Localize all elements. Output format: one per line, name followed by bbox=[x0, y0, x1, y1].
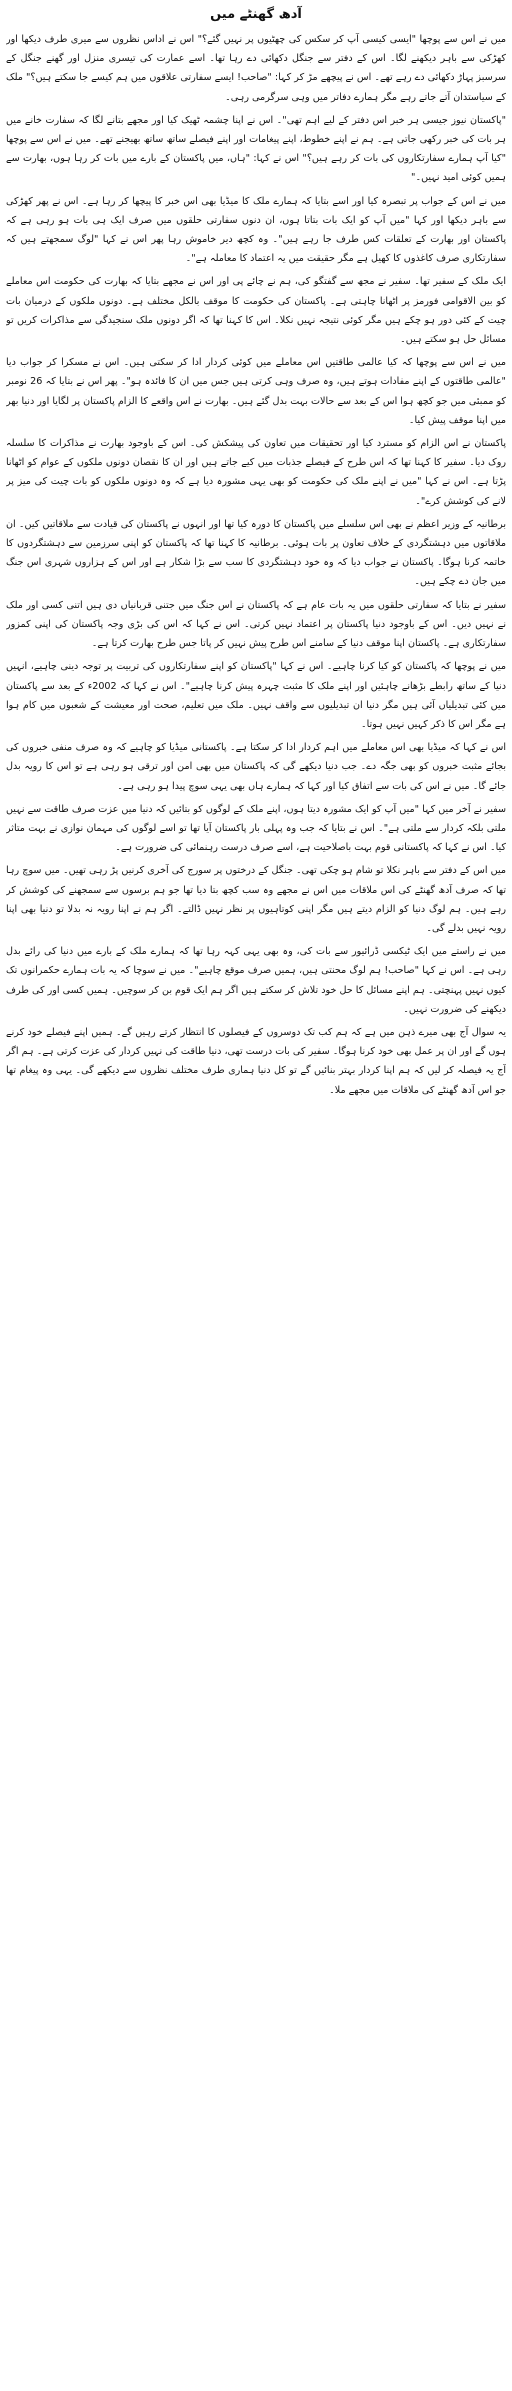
article-paragraph: اس نے کہا کہ میڈیا بھی اس معاملے میں اہم کردار ادا کر سکتا ہے۔ پاکستانی میڈیا کو چاہیے کہ وہ صرف منفی خبروں کی بجائے مثبت خبروں کو بھی جگہ دے۔ جب دنیا دیکھے گی کہ پاکستان میں بھی امن اور ترقی ہو رہی ہے تو اس کا رویہ بدل جائے گا۔ میں نے اس کی بات سے اتفاق کیا اور کہا کہ ہمارے ہاں بھی یہی سوچ پیدا ہو رہی ہے۔ bbox=[6, 742, 506, 792]
article-paragraph: یہ سوال آج بھی میرے ذہن میں ہے کہ ہم کب تک دوسروں کے فیصلوں کا انتظار کرتے رہیں گے۔ ہمیں اپنے فیصلے خود کرنے ہوں گے اور ان پر عمل بھی خود کرنا ہوگا۔ سفیر کی بات درست تھی، دنیا طاقت کی نہیں کردار کی عزت کرتی ہے۔ ہم اگر آج یہ فیصلہ کر لیں کہ ہم اپنا کردار بہتر بنائیں گے تو کل دنیا ہماری طرف مختلف نظروں سے دیکھے گی۔ یہی وہ پیغام تھا جو اس آدھ گھنٹے کی ملاقات میں مجھے ملا۔ bbox=[6, 1026, 506, 1096]
article-paragraph: پاکستان نے اس الزام کو مسترد کیا اور تحقیقات میں تعاون کی پیشکش کی۔ اس کے باوجود بھارت نے مذاکرات کا سلسلہ روک دیا۔ سفیر کا کہنا تھا کہ اس طرح کے فیصلے جذبات میں کیے جاتے ہیں اور ان کا نقصان دونوں ملکوں کے عوام کو اٹھانا پڑتا ہے۔ اس نے کہا "میں نے اپنے ملک کی حکومت کو بھی یہی مشورہ دیا ہے کہ وہ دونوں ملکوں کو بات چیت کی میز پر لانے کی کوشش کرے"۔ bbox=[6, 438, 506, 507]
article-paragraph: برطانیہ کے وزیر اعظم نے بھی اس سلسلے میں پاکستان کا دورہ کیا تھا اور انہوں نے پاکستان کی قیادت سے ملاقاتیں کیں۔ ان ملاقاتوں میں دہشتگردی کے خلاف تعاون پر بات ہوئی۔ برطانیہ کا کہنا تھا کہ پاکستان کو اپنی سرزمین سے دہشتگردوں کا خاتمہ کرنا ہوگا۔ پاکستان نے جواب دیا کہ وہ خود دہشتگردی کا سب سے بڑا شکار ہے اور اس کے ہزاروں شہری اس جنگ میں جان دے چکے ہیں۔ bbox=[6, 518, 506, 588]
article-paragraph: "پاکستان نیوز جیسی ہر خبر اس دفتر کے لیے اہم تھی"۔ اس نے اپنا چشمہ ٹھیک کیا اور مجھے بتانے لگا کہ سفارت خانے میں ہر بات کی خبر رکھی جاتی ہے۔ ہم نے اپنے خطوط، اپنے پیغامات اور اپنے فیصلے ساتھ ساتھ بھیجنے تھے۔ میں نے اس سے پوچھا "کیا آپ ہمارے سفارتکاروں کی بات کر رہے ہیں؟" اس نے کہا: "ہاں، میں پاکستان کے بارے میں بات کر رہا ہوں، بھارت سے ہمیں کوئی امید نہیں۔" bbox=[6, 114, 506, 184]
article-body bbox=[6, 30, 506, 2384]
article-paragraph: سفیر نے آخر میں کہا "میں آپ کو ایک مشورہ دیتا ہوں، اپنے ملک کے لوگوں کو بتائیں کہ دنیا میں عزت صرف طاقت سے نہیں ملتی بلکہ کردار سے ملتی ہے"۔ اس نے بتایا کہ جب وہ پہلی بار پاکستان آیا تھا تو اسے لوگوں کی مہمان نوازی نے بہت متاثر کیا۔ اس نے کہا کہ پاکستانی قوم بہت باصلاحیت ہے، اسے صرف درست رہنمائی کی ضرورت ہے۔ bbox=[6, 803, 506, 854]
article-paragraph: سفیر نے بتایا کہ سفارتی حلقوں میں یہ بات عام ہے کہ پاکستان نے اس جنگ میں جتنی قربانیاں دی ہیں اتنی کسی اور ملک نے نہیں دیں۔ اس کے باوجود دنیا پاکستان پر اعتماد نہیں کرتی۔ اس نے کہا کہ اس کی بڑی وجہ پاکستان کی اپنی کمزور سفارتکاری ہے۔ پاکستان اپنا موقف دنیا کے سامنے اس طرح پیش نہیں کر پاتا جس طرح بھارت کرتا ہے۔ bbox=[6, 599, 506, 650]
article-paragraph: میں نے پوچھا کہ پاکستان کو کیا کرنا چاہیے۔ اس نے کہا "پاکستان کو اپنے سفارتکاروں کی تربیت پر توجہ دینی چاہیے، انہیں دنیا کے ساتھ رابطے بڑھانے چاہئیں اور اپنے ملک کا مثبت چہرہ پیش کرنا چاہیے"۔ اس نے کہا کہ 2002ء کے بعد سے پاکستان میں کئی تبدیلیاں آئی ہیں مگر دنیا ان تبدیلیوں سے واقف نہیں۔ ملک میں تعلیم، صحت اور معیشت کے شعبوں میں کام ہوا ہے مگر اس کا ذکر کہیں نہیں ہوتا۔ bbox=[6, 661, 506, 730]
article-paragraph: میں نے اس سے پوچھا کہ کیا عالمی طاقتیں اس معاملے میں کوئی کردار ادا کر سکتی ہیں۔ اس نے مسکرا کر جواب دیا "عالمی طاقتوں کے اپنے مفادات ہوتے ہیں، وہ صرف وہی کرتی ہیں جس میں ان کا فائدہ ہو"۔ پھر اس نے بتایا کہ 26 نومبر کو ممبئی میں جو کچھ ہوا اس کے بعد سے حالات بہت بدل گئے ہیں۔ بھارت نے اس واقعے کا الزام پاکستان پر لگایا اور دنیا بھر میں اپنا موقف پیش کیا۔ bbox=[6, 357, 506, 426]
article-paragraph: ایک ملک کے سفیر تھا۔ سفیر نے مجھ سے گفتگو کی، ہم نے چائے پی اور اس نے مجھے بتایا کہ بھارت کی حکومت اس معاملے کو بین الاقوامی فورمز پر اٹھانا چاہتی ہے۔ پاکستان کی حکومت کا موقف بالکل مختلف ہے۔ دونوں ملکوں کے درمیان بات چیت کے کئی دور ہو چکے ہیں مگر کوئی نتیجہ نہیں نکلا۔ اس کا کہنا تھا کہ اگر دونوں ملک سنجیدگی سے مذاکرات کریں تو مسائل حل ہو سکتے ہیں۔ bbox=[6, 276, 506, 346]
article-paragraph: میں نے اس کے جواب پر تبصرہ کیا اور اسے بتایا کہ ہمارے ملک کا میڈیا بھی اس خبر کا پیچھا کر رہا ہے۔ اس نے پھر کھڑکی سے باہر دیکھا اور کہا "میں آپ کو ایک بات بتاتا ہوں، ان دنوں سفارتی حلقوں میں صرف ایک ہی بات ہو رہی ہے کہ پاکستان اور بھارت کے تعلقات کس طرف جا رہے ہیں"۔ وہ کچھ دیر خاموش رہا پھر اس نے کہا "لوگ سمجھتے ہیں کہ سفارتکاری صرف کاغذوں کا کھیل ہے مگر حقیقت میں یہ اعتماد کا معاملہ ہے"۔ bbox=[6, 195, 506, 265]
article-paragraph: میں نے اس سے پوچھا "ایسی کیسی آپ کر سکس کی چھٹیوں پر نہیں گئے؟" اس نے اداس نظروں سے میری طرف دیکھا اور کھڑکی سے باہر دیکھنے لگا۔ اس کے دفتر سے جنگل دکھائی دے رہا تھا۔ اسے عمارت کی تیسری منزل اور گھنے جنگل کے سرسبز پہاڑ دکھائی دے رہے تھے۔ اس نے پیچھے مڑ کر کہا: "صاحب! ایسے سفارتی علاقوں میں ہم کیسے جا سکتے ہیں؟" ملک کے سیاستدان آتے جاتے رہے مگر ہمارے دفاتر میں وہی سرگرمی رہی۔ bbox=[6, 34, 506, 103]
article-paragraph: میں نے راستے میں ایک ٹیکسی ڈرائیور سے بات کی، وہ بھی یہی کہہ رہا تھا کہ ہمارے ملک کے بارے میں دنیا کی رائے بدل رہی ہے۔ اس نے کہا "صاحب! ہم لوگ محنتی ہیں، ہمیں صرف موقع چاہیے"۔ میں نے سوچا کہ یہ بات ہمارے حکمرانوں تک کیوں نہیں پہنچتی۔ ہم اپنے مسائل کا حل خود تلاش کر سکتے ہیں اگر ہم ایک قوم بن کر سوچیں۔ ہمیں کسی اور کی طرف دیکھنے کی ضرورت نہیں۔ bbox=[6, 946, 506, 1015]
article-paragraph: میں اس کے دفتر سے باہر نکلا تو شام ہو چکی تھی۔ جنگل کے درختوں پر سورج کی آخری کرنیں پڑ رہی تھیں۔ میں سوچ رہا تھا کہ صرف آدھ گھنٹے کی اس ملاقات میں اس نے مجھے وہ سب کچھ بتا دیا تھا جو ہم برسوں سے سمجھنے کی کوشش کر رہے ہیں۔ ہم لوگ دنیا کو الزام دیتے ہیں مگر اپنی کوتاہیوں پر نظر نہیں ڈالتے۔ اگر ہم نے اپنا رویہ نہ بدلا تو دنیا بھی اپنا رویہ نہیں بدلے گی۔ bbox=[6, 865, 506, 934]
article-title: آدھ گھنٹے میں bbox=[210, 7, 302, 22]
